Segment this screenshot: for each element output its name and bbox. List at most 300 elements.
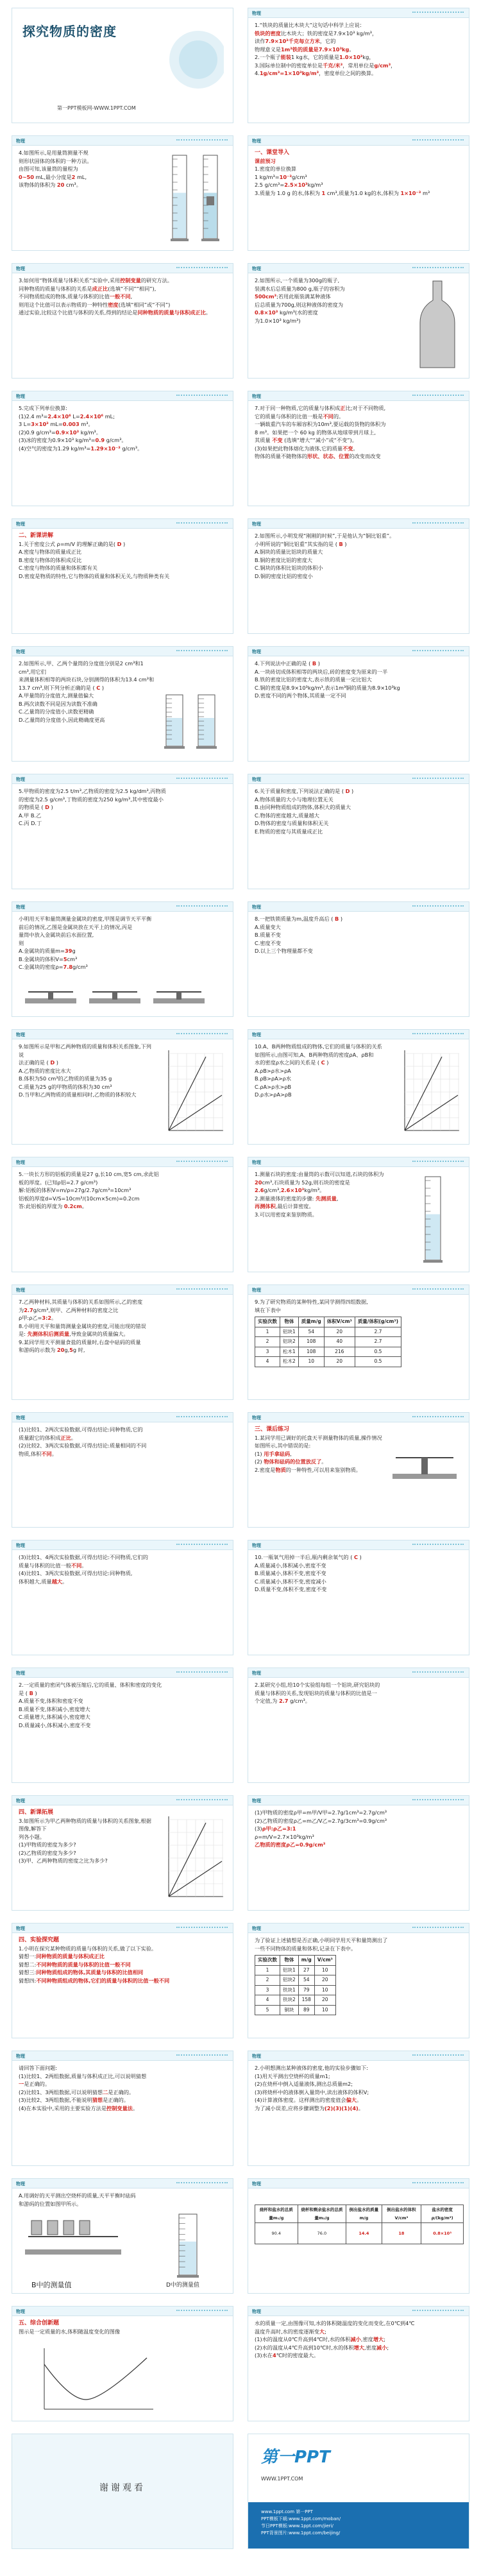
subject-tag: 物理: [252, 2181, 261, 2187]
subject-tag: 物理: [16, 1543, 25, 1548]
slide-header: [12, 1796, 233, 1805]
table-cell: 4: [255, 1357, 280, 1367]
slide-body: [255, 1298, 462, 1395]
slide-header: [248, 2051, 469, 2061]
slide-body: [19, 1809, 156, 1906]
text-line: 1.关于密度公式 ρ=m/V 的理解正确的是( D ): [19, 540, 126, 547]
measuring-cylinders-figure: [156, 692, 227, 756]
table-header: m/g: [298, 1956, 314, 1966]
header-decoration: [176, 1671, 228, 1675]
mass-volume-graph: [161, 1810, 228, 1906]
link-line[interactable]: PPT背景图片:www.1ppt.com/beijing/: [261, 2530, 341, 2536]
subject-tag: 物理: [252, 2309, 261, 2314]
text-line: B.铜的密度比铝的密度大: [255, 556, 313, 563]
slide-s19: [12, 1157, 233, 1272]
table-cell: 2.7: [355, 1327, 401, 1337]
text-line: 该物体的体积为 20 cm³。: [19, 182, 81, 188]
text-line: B.质量不变: [255, 932, 281, 938]
table-cell: 10: [314, 1985, 335, 1995]
subject-tag: 物理: [252, 1415, 261, 1420]
slide-header: [248, 391, 469, 401]
slide-header: [12, 519, 233, 529]
slide-header: [248, 1413, 469, 1422]
section-title: 五、综合创新题: [19, 2320, 60, 2326]
text-line: 为2.7g/cm³,则甲、乙两种材料的密度之比: [19, 1306, 119, 1313]
subject-tag: 物理: [16, 1160, 25, 1165]
slide-body: [255, 2064, 462, 2162]
table-row: [255, 2005, 336, 2015]
slide-body: [255, 1043, 392, 1140]
subject-tag: 物理: [252, 905, 261, 910]
slide-header: [12, 647, 233, 656]
text-line: 2.5 g/cm³=2.5×10³kg/m³: [255, 182, 323, 188]
subject-tag: 物理: [16, 1032, 25, 1037]
header-decoration: [412, 1033, 464, 1037]
slide-header: [248, 1923, 469, 1933]
slide-header: [248, 647, 469, 656]
table-cell: 松木1: [280, 1347, 299, 1357]
subject-tag: 物理: [252, 139, 261, 144]
subject-tag: 物理: [16, 522, 25, 527]
table-cell: 54: [298, 1975, 314, 1986]
text-line: 7.乙两种材料,其质量与体积的关系如图所示,乙的密度: [19, 1299, 143, 1305]
text-line: 1.密度的单位换算: [255, 166, 297, 172]
text-line: 水的密度ρ水之间的关系是 ( C ): [255, 1059, 329, 1066]
thanks-text: 谢谢观看: [99, 2483, 146, 2493]
header-decoration: [176, 2054, 228, 2058]
text-line: 个定值,为 2.7 g/cm³。: [255, 1698, 310, 1704]
slide-s39: [12, 2434, 233, 2549]
text-line: 一是正确的。: [19, 2081, 51, 2087]
section-title: 三、课后练习: [255, 1426, 290, 1433]
deck-title: 探究物质的密度: [22, 24, 117, 39]
text-line: 猜想四:不同种物质组成的物体,它们的质量与体积的比值一般不同: [19, 1977, 170, 1984]
text-line: 后总质量为700g,则这种液体的密度为: [255, 301, 344, 308]
slide-s29: [12, 1795, 233, 1911]
header-decoration: [176, 905, 228, 909]
header-decoration: [412, 12, 464, 15]
header-decoration: [412, 2182, 464, 2186]
text-line: (2)乙物质的密度为多少?: [19, 1849, 76, 1856]
table-cell: 14.4: [346, 2223, 382, 2244]
subject-tag: 物理: [252, 649, 261, 654]
text-line: 则: [19, 939, 24, 946]
text-line: 是 ( B ): [19, 1689, 37, 1696]
text-line: 它的质量与体积的比值一般是不同的。: [255, 413, 344, 420]
section-title: 四、新课拓展: [19, 1809, 54, 1816]
text-line: 的密度为2.5 g/cm³,丁物质的密度为250 kg/m³,其中密度最小: [19, 796, 164, 803]
slide-s20: [248, 1157, 469, 1272]
text-line: 同种物质的质量与体积的关系是成正比(选填“不同”“相同”),: [19, 285, 156, 292]
subject-tag: 物理: [16, 1926, 25, 1931]
table-cell: 20: [324, 1327, 355, 1337]
text-line: C.物体的密度越大,质量越大: [255, 812, 319, 819]
text-line: 为1.0×10³ kg/m³): [255, 317, 301, 324]
text-line: 温度升高时,水的密度逐渐变大;: [255, 2328, 326, 2335]
text-line: (2)0.9 g/cm³=0.9×10³ kg/m³。: [19, 429, 101, 436]
text-line: 列各小题。: [19, 1833, 45, 1840]
header-decoration: [176, 2310, 228, 2314]
text-line: C.质量增大,体积减小,密度增大: [19, 1714, 90, 1720]
subject-tag: 物理: [16, 394, 25, 399]
text-line: D.密度不同的两个物体,其质量一定不同: [255, 692, 346, 699]
text-line: 3.可以用密度来鉴别物质。: [255, 1211, 317, 1218]
header-decoration: [176, 1544, 228, 1548]
slide-body: [19, 1681, 226, 1778]
table-cell: 18: [382, 2223, 421, 2244]
header-decoration: [412, 1671, 464, 1675]
text-line: 铝板的厚度d=V/S=10cm³/(10cm×5cm)=0.2cm: [19, 1195, 140, 1202]
slide-body: [255, 1553, 462, 1651]
slide-body: [255, 21, 462, 119]
table-cell: 108: [298, 1347, 324, 1357]
text-line: 3.如何用“物体质量与体积关系”实验中,采用控制变量的研究方法。: [19, 277, 173, 284]
text-line: B.体积为50 cm³的乙物质的质量为35 g: [19, 1075, 112, 1082]
table-cell: 54: [298, 1327, 324, 1337]
slide-body: [19, 1298, 226, 1395]
slide-header: [12, 1157, 233, 1167]
table-cell: 铝块2: [280, 1337, 299, 1347]
table-row: [255, 1995, 336, 2006]
table-header: 倒出盐水的体积V/cm³: [382, 2205, 421, 2223]
slide-s27: [12, 1668, 233, 1783]
text-line: A.甲量筒的分度值大,测量值偏大: [19, 692, 94, 699]
section-badge: 课前预习: [255, 157, 276, 164]
header-decoration: [412, 522, 464, 526]
link-line[interactable]: www.1ppt.com 第一PPT: [261, 2509, 313, 2514]
text-line: C.质量减小,体积不变,密度减小: [255, 1578, 326, 1585]
slide-body: [255, 404, 462, 502]
slide-s34: [248, 2051, 469, 2166]
header-decoration: [412, 905, 464, 909]
text-line: 4.下列说法中正确的是 ( B ): [255, 660, 320, 667]
table-cell: 铝块1: [280, 1965, 299, 1975]
text-line: 如图所示,由图可知,A、B两种物质的密度ρA、ρB和: [255, 1051, 374, 1058]
text-line: A.一块砖切成体积相等的两块后,砖的密度变为原来的一半: [255, 668, 388, 675]
slide-header: [12, 391, 233, 401]
slide-body: [19, 2064, 226, 2162]
link-line[interactable]: 节日PPT模板:www.1ppt.com/jieri/: [261, 2523, 333, 2529]
mass-volume-graph: [161, 1044, 228, 1140]
table-cell: 5: [255, 2005, 280, 2015]
table-cell: 4: [255, 1995, 280, 2006]
text-line: A.物体质量的大小与地理位置无关: [255, 796, 333, 803]
text-line: (1) 用手拿砝码,: [255, 1450, 292, 1457]
header-decoration: [176, 1799, 228, 1803]
slide-s9: [12, 518, 233, 634]
header-decoration: [412, 650, 464, 654]
text-line: 9.如图所示是甲和乙两种物质的质量和体积关系图象,下列说: [19, 1043, 151, 1058]
slide-s37: [12, 2306, 233, 2421]
text-line: (4)比较1、3两次实验数据,可得出结论:同种物质,: [19, 1570, 133, 1576]
text-line: 10.A、B两种物质组成的物体,它们的质量与体积的关系: [255, 1043, 382, 1050]
text-line: 小明所说的“铜比铝重”其实指的是 ( B ): [255, 540, 347, 547]
text-line: A.甲 B.乙: [19, 812, 42, 819]
slide-s21: [12, 1284, 233, 1400]
table-cell: 216: [324, 1347, 355, 1357]
slide-s14: [248, 774, 469, 889]
slide-s18: [248, 1029, 469, 1145]
table-row: [255, 1985, 336, 1995]
figure-caption-d: D中的测量值: [166, 2282, 199, 2289]
slide-header: [248, 1030, 469, 1039]
slide-s40: [248, 2434, 469, 2549]
link-line[interactable]: PPT模板下载:www.1ppt.com/moban/: [261, 2516, 341, 2521]
table-cell: 铝块2: [280, 1975, 299, 1986]
text-line: 质量跟它的体积成正比。: [19, 1434, 77, 1441]
slide-s35: [12, 2178, 233, 2294]
table-cell: 10: [314, 1965, 335, 1975]
text-line: 3 L=3×10³ mL=0.003 m³。: [19, 421, 94, 427]
slide-s2: [248, 8, 469, 123]
text-line: 2.如图所示,小明发现“刚刚的时候”,于是他认为“铜比铝重”。: [255, 533, 395, 539]
text-line: 2.一定质量的密闭气体被压缩后,它的质量、体积和密度的变化: [19, 1682, 162, 1688]
text-line: 5.甲物质的密度为2.5 t/m³,乙物质的密度为2.5 kg/dm³,丙物质: [19, 788, 166, 794]
subject-tag: 物理: [16, 2181, 25, 2187]
slide-header: [248, 519, 469, 529]
header-decoration: [176, 2182, 228, 2186]
mass-volume-graph: [397, 1044, 464, 1140]
header-decoration: [412, 778, 464, 781]
table-cell: 1: [255, 1965, 280, 1975]
text-line: 猜想一:同种物质的质量与体积成正比: [19, 1953, 105, 1959]
slide-s36: [248, 2178, 469, 2294]
header-decoration: [176, 1288, 228, 1292]
slide-s3: [12, 135, 233, 251]
brand-logo: 第一PPT: [261, 2448, 330, 2467]
text-line: 来测量体积相等的两块石块,分别测得的体积为13.4 cm³和: [19, 676, 155, 683]
text-line: A.质量变大: [255, 923, 281, 930]
graduated-cylinder-figure: [166, 150, 228, 246]
text-line: ρ=m/V=2.7×10³kg/m³: [255, 1833, 314, 1840]
text-line: E.物质的密度与其质量成正比: [255, 828, 323, 835]
table-row: [255, 1337, 401, 1347]
slide-body: [19, 1936, 226, 2034]
table-cell: 79: [298, 1985, 314, 1995]
text-line: 9.某同学用天平测量食盐的质量时,右盘中砝码的质量: [19, 1338, 141, 1345]
text-line: 8 m³。如果把一个 60 kg 的物体从地球带到月球上,: [255, 429, 376, 436]
slide-header: [12, 264, 233, 273]
text-line: 质量与体积的比值一般不同。: [19, 1562, 87, 1569]
text-line: 500cm³;若用此瓶装满某种液体: [255, 293, 331, 300]
text-line: 3.国际单位制中的密度单位是千克/米³，常用单位是g/cm³，: [255, 62, 396, 69]
header-decoration: [176, 267, 228, 271]
slide-header: [12, 1923, 233, 1933]
subject-tag: 物理: [252, 1160, 261, 1165]
text-line: 8.一把铁锁质量为m,温度升高后 ( B ): [255, 916, 343, 922]
text-line: D.乙量筒的分度值小,因此精确度更高: [19, 716, 105, 723]
table-cell: 3: [255, 1347, 280, 1357]
figure-caption-b: B中的测量值: [31, 2281, 72, 2289]
table-header: 盐水的密度ρ/(kg/m³): [421, 2205, 464, 2223]
slide-body: [255, 915, 462, 1012]
text-line: 小明用天平和量筒测量金属块的密度,甲图是调节天平平衡: [19, 916, 152, 922]
header-decoration: [412, 2310, 464, 2314]
table-cell: 0.8×10³: [421, 2223, 464, 2244]
slide-s32: [248, 1923, 469, 2038]
text-line: C.ρA>ρ水>ρB: [255, 1083, 292, 1090]
link-band: [248, 2502, 469, 2548]
text-line: 读作7.9×10³千克每立方米，它的: [255, 38, 336, 44]
subject-tag: 物理: [252, 266, 261, 271]
slide-body: [255, 1809, 462, 1906]
table-row: [255, 1965, 336, 1975]
subject-tag: 物理: [252, 1032, 261, 1037]
slide-s10: [248, 518, 469, 634]
table-cell: 1: [255, 1327, 280, 1337]
text-line: 1.“铁块的质量比木块大”这句话中科学上应说：: [255, 22, 365, 28]
slide-body: [19, 787, 226, 885]
slide-header: [12, 1030, 233, 1039]
slide-body: [255, 1170, 392, 1268]
text-line: A.质量不变,体积和密度不变: [19, 1698, 83, 1704]
text-line: 2.如图所示,甲、乙两个量筒的分度值分别是2 cm³和1 cm³,用它们: [19, 660, 144, 675]
cylinder-reading-figure: [402, 1172, 464, 1268]
table-cell: 2.7: [355, 1337, 401, 1347]
table-cell: 0.5: [355, 1357, 401, 1367]
text-line: (3)如果把此物体熔化为液体,它的质量不变。: [255, 445, 359, 452]
balance-figure: [386, 1438, 463, 1483]
slide-s17: [12, 1029, 233, 1145]
slide-body: [19, 1426, 226, 1523]
text-line: 猜想三:同种物质组成的物体,其质量与体积的比值相同: [19, 1969, 144, 1975]
text-line: 猜想二:不同种物质的质量与体积的比值一般不同: [19, 1961, 131, 1968]
table-header: 实验次数: [255, 1956, 280, 1966]
header-decoration: [412, 1799, 464, 1803]
balance-and-cylinder-figure: [19, 2211, 224, 2291]
table-row: [255, 1357, 401, 1367]
subject-tag: 物理: [16, 139, 25, 144]
text-line: 的物质是 ( D ): [19, 804, 53, 810]
table-cell: 铁块1: [280, 1985, 299, 1995]
text-line: 前后的情况,乙图是金属块放在天平上的情况,丙是: [19, 923, 133, 930]
table-header: 烧杯和盐水的总质量m₁/g: [255, 2205, 298, 2223]
header-decoration: [176, 139, 228, 143]
subject-tag: 物理: [252, 2054, 261, 2059]
table-cell: 27: [298, 1965, 314, 1975]
text-line: (3)比较1、4两次实验数据,可得出结论:不同物质,它们的: [19, 1554, 148, 1560]
slide-s28: [248, 1668, 469, 1783]
header-decoration: [412, 267, 464, 271]
text-line: 水的质量一定,由图像可知,水的体积随温度的变化而变化,在0℃到4℃: [255, 2320, 415, 2326]
text-line: (1)水的温度从0℃升高到4℃时,水的体积减小,密度增大;: [255, 2336, 385, 2342]
text-line: C.丙 D.丁: [19, 820, 42, 826]
table-header: V/cm³: [314, 1956, 335, 1966]
text-line: 2.一个瓶子能装1 kg水，它的质量是1.0×10³kg，: [255, 54, 375, 60]
text-line: 请回答下面问题:: [19, 2065, 58, 2071]
text-line: D.铜的密度比铝的密度小: [255, 572, 313, 579]
header-decoration: [412, 395, 464, 398]
text-line: 答:此铝板的厚度为 0.2cm。: [19, 1203, 87, 1209]
text-line: 为了减小误差,应将步骤调整为(2)(3)(1)(4)。: [255, 2104, 364, 2111]
slide-s12: [248, 646, 469, 762]
slide-header: [12, 1540, 233, 1550]
text-line: 质量与体积的关系,发现铝块的质量与体积的比值是一: [255, 1689, 377, 1696]
text-line: 4.如图所示,是用量筒测量不规: [19, 149, 89, 156]
text-line: 法正确的是 ( D ): [19, 1059, 58, 1066]
text-line: A.ρB>ρ水>ρA: [255, 1067, 291, 1074]
table-header: 烧杯和剩余盐水的总质量m₂/g: [298, 2205, 346, 2223]
text-line: A.质量减小,体积减小,密度不变: [255, 1562, 326, 1569]
slide-s5: [12, 263, 233, 379]
slide-body: [255, 149, 462, 246]
text-line: 10.一瓶氧气用掉一半后,瓶内剩余氧气的 ( C ): [255, 1554, 362, 1560]
slide-s4: [248, 135, 469, 251]
text-line: D.ρ水>ρA>ρB: [255, 1091, 292, 1098]
table-header: 物体: [280, 1317, 299, 1327]
text-line: 量筒中放入金属块前后水面位置,: [19, 932, 94, 938]
text-line: C.密度与物体的质量和体积都有关: [19, 565, 97, 571]
text-line: 一些不同物体的质量和体积,记录在下表中。: [255, 1945, 357, 1952]
site-url: 第一PPT模板网-WWW.1PPT.COM: [57, 105, 136, 111]
text-line: (4)空气的密度为1.29 kg/m³=1.29×10⁻³ g/cm³。: [19, 445, 143, 452]
section-title: 一、课堂导入: [255, 149, 290, 156]
table-row: [255, 2223, 464, 2244]
subject-tag: 物理: [16, 2309, 25, 2314]
slide-header: [248, 136, 469, 146]
slide-s30: [248, 1795, 469, 1911]
table-cell: 108: [298, 1337, 324, 1347]
table-cell: 20: [314, 1995, 335, 2006]
slide-body: [255, 277, 392, 374]
text-line: A.密度与物体的质量成正比: [19, 549, 82, 555]
text-line: C.质量为25 g的甲物质的体积为30 cm³: [19, 1083, 112, 1090]
text-line: (2)比较1、3两组数据,可以说明猜想二是正确的。: [19, 2088, 135, 2095]
text-line: (2)乙物质的密度ρ乙=m乙/V乙=2.7g/3cm³=0.9g/cm³: [255, 1817, 387, 1824]
section-title: 二、新课讲解: [19, 533, 54, 539]
text-line: 2.某研究小组,给10个实验组每组一个铝块,研究铝块的: [255, 1682, 380, 1688]
table-cell: 松木2: [280, 1357, 299, 1367]
text-line: 其质量 不变 (选填“增大”“减小”或“不变”)。: [255, 437, 357, 443]
slide-s16: [248, 901, 469, 1017]
slide-s6: [248, 263, 469, 379]
text-line: C.乙量筒的分度值小,读数更精确: [19, 708, 94, 715]
text-line: (3)比较2、3两组数据,不能说明猜想是正确的。: [19, 2097, 130, 2103]
text-line: (1)比较1、2两组数据,质量与体积成正比,可以说明猜想: [19, 2072, 147, 2079]
text-line: 2.6g/cm³,2.6×10³kg/m³。: [255, 1187, 325, 1193]
text-line: B.密度与物体的体积成反比: [19, 556, 82, 563]
text-line: 20cm³,石块质量为 52g,则石块的密度是: [255, 1179, 350, 1186]
header-decoration: [176, 1033, 228, 1037]
table-cell: 89: [298, 2005, 314, 2015]
subject-tag: 物理: [252, 1288, 261, 1293]
table-cell: 10: [314, 2005, 335, 2015]
text-line: (1)2.4 m³=2.4×10⁶ L=2.4×10⁶ mL;: [19, 413, 115, 420]
table-header: 实验次数: [255, 1317, 280, 1327]
slide-header: [248, 1285, 469, 1295]
slide-s7: [12, 391, 233, 506]
text-line: 3.质量为 1.0 g 的水,体积为 1 cm³,质量为1.0 kg的水,体积为 1×10⁻³ m³: [255, 189, 430, 196]
text-line: A.铜块的质量比铝块的质量大: [255, 549, 323, 555]
slide-header: [248, 902, 469, 912]
table-header: 物体: [280, 1956, 299, 1966]
text-line: 0~50 mL,最小分度是2 mL,: [19, 173, 87, 180]
slide-header: [248, 1540, 469, 1550]
text-line: (2)水的温度从4℃升高到10℃时,水的体积增大,密度减小;: [255, 2344, 389, 2351]
slide-header: [248, 1796, 469, 1805]
text-line: (1)甲物质的密度ρ甲=m甲/V甲=2.7g/1cm³=2.7g/cm³: [255, 1809, 387, 1816]
slide-s26: [248, 1540, 469, 1655]
slide-s13: [12, 774, 233, 889]
slide-header: [12, 1668, 233, 1678]
slide-body: [19, 1553, 226, 1651]
subject-tag: 物理: [252, 11, 261, 16]
text-line: 和游码的位置如图甲所示。: [19, 2200, 82, 2207]
table-row: [255, 1327, 401, 1337]
text-line: 如图所示,其中错误的是:: [255, 1442, 311, 1449]
section-title: 四、实验探究题: [19, 1937, 60, 1943]
text-line: 物质,体积不同。: [19, 1450, 57, 1457]
